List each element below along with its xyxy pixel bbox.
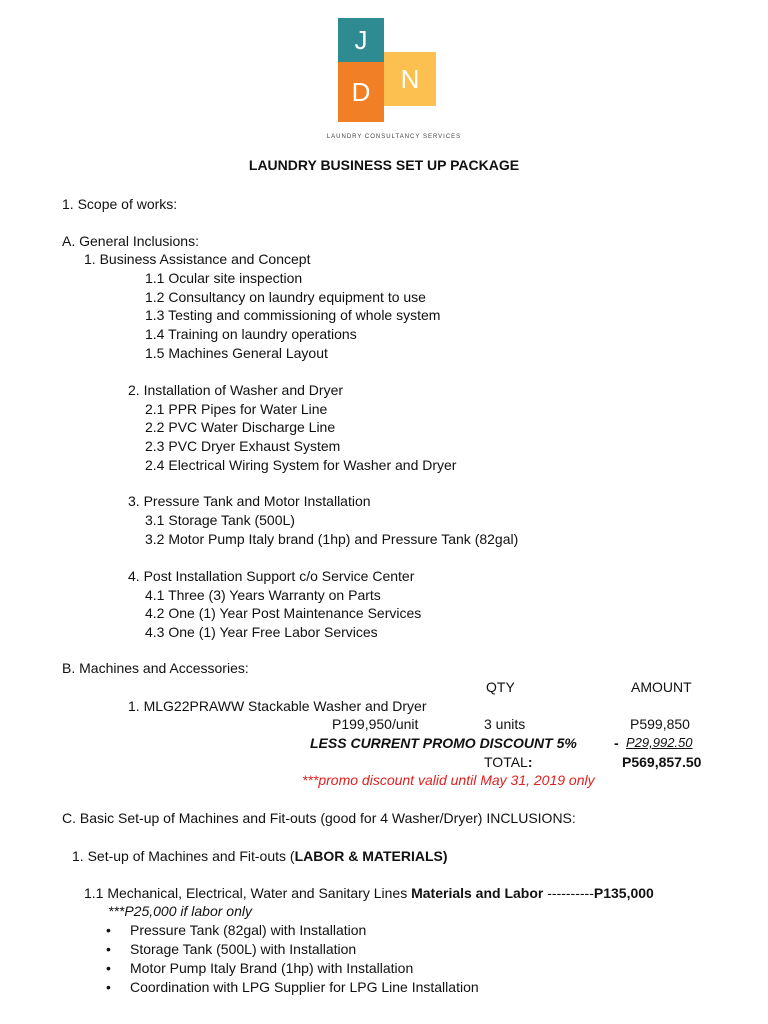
discount-value: P29,992.50 xyxy=(626,735,693,750)
group-1-title: 1. Business Assistance and Concept xyxy=(84,251,311,267)
discount-dash: - xyxy=(614,735,619,751)
group-1-item: 1.5 Machines General Layout xyxy=(145,345,328,361)
group-1-item: 1.1 Ocular site inspection xyxy=(145,270,303,286)
group-1-item: 1.4 Training on laundry operations xyxy=(145,326,357,342)
logo-n-block: N xyxy=(384,52,436,106)
group-2-item: 2.3 PVC Dryer Exhaust System xyxy=(145,438,341,454)
section-a-heading: A. General Inclusions: xyxy=(62,233,199,249)
group-4-item: 4.1 Three (3) Years Warranty on Parts xyxy=(145,587,381,603)
quantity: 3 units xyxy=(484,716,526,732)
group-4-item: 4.2 One (1) Year Post Maintenance Services xyxy=(145,605,422,621)
unit-price: P199,950/unit xyxy=(332,716,419,732)
inclusion-bullet: • Pressure Tank (82gal) with Installation xyxy=(130,921,366,939)
inclusion-bullet: • Motor Pump Italy Brand (1hp) with Installation xyxy=(130,959,413,977)
logo-j-block: J xyxy=(338,18,384,62)
group-1-item: 1.2 Consultancy on laundry equipment to use xyxy=(145,289,426,305)
group-2-item: 2.4 Electrical Wiring System for Washer and Dryer xyxy=(145,457,457,473)
scope-heading: 1. Scope of works: xyxy=(62,196,178,212)
group-2-item: 2.1 PPR Pipes for Water Line xyxy=(145,401,328,417)
qty-column-header: QTY xyxy=(486,679,515,695)
total-value: P569,857.50 xyxy=(622,754,702,770)
amount: P599,850 xyxy=(630,716,690,732)
group-4-title: 4. Post Installation Support c/o Service Center xyxy=(128,568,415,584)
group-3-item: 3.2 Motor Pump Italy brand (1hp) and Pressure Tank (82gal) xyxy=(145,531,519,547)
inclusion-bullet: • Coordination with LPG Supplier for LPG Line Installation xyxy=(130,978,479,996)
logo-d-block: D xyxy=(338,62,384,122)
logo-tagline: LAUNDRY CONSULTANCY SERVICES xyxy=(326,134,462,140)
page-title: LAUNDRY BUSINESS SET UP PACKAGE xyxy=(248,157,520,173)
group-4-item: 4.3 One (1) Year Free Labor Services xyxy=(145,624,378,640)
section-b-heading: B. Machines and Accessories: xyxy=(62,660,249,676)
group-3-item: 3.1 Storage Tank (500L) xyxy=(145,512,295,528)
group-2-title: 2. Installation of Washer and Dryer xyxy=(128,382,344,398)
promo-note: ***promo discount valid until May 31, 2019 only xyxy=(302,772,595,788)
machine-item: 1. MLG22PRAWW Stackable Washer and Dryer xyxy=(128,698,427,714)
mechanical-lines-item: 1.1 Mechanical, Electrical, Water and Sanitary Lines Materials and Labor ----------P135,000 xyxy=(84,885,654,901)
group-3-title: 3. Pressure Tank and Motor Installation xyxy=(128,493,371,509)
company-logo xyxy=(304,4,484,146)
total-label: TOTAL: xyxy=(484,754,533,770)
labor-only-note: ***P25,000 if labor only xyxy=(108,903,252,919)
group-1-item: 1.3 Testing and commissioning of whole system xyxy=(145,307,441,323)
setup-subheading: 1. Set-up of Machines and Fit-outs (LABOR & MATERIALS) xyxy=(72,848,448,864)
discount-label: LESS CURRENT PROMO DISCOUNT 5% xyxy=(310,735,577,751)
inclusion-bullet: • Storage Tank (500L) with Installation xyxy=(130,940,356,958)
amount-column-header: AMOUNT xyxy=(631,679,692,695)
section-c-heading: C. Basic Set-up of Machines and Fit-outs (good for 4 Washer/Dryer) INCLUSIONS: xyxy=(62,810,576,826)
group-2-item: 2.2 PVC Water Discharge Line xyxy=(145,419,336,435)
